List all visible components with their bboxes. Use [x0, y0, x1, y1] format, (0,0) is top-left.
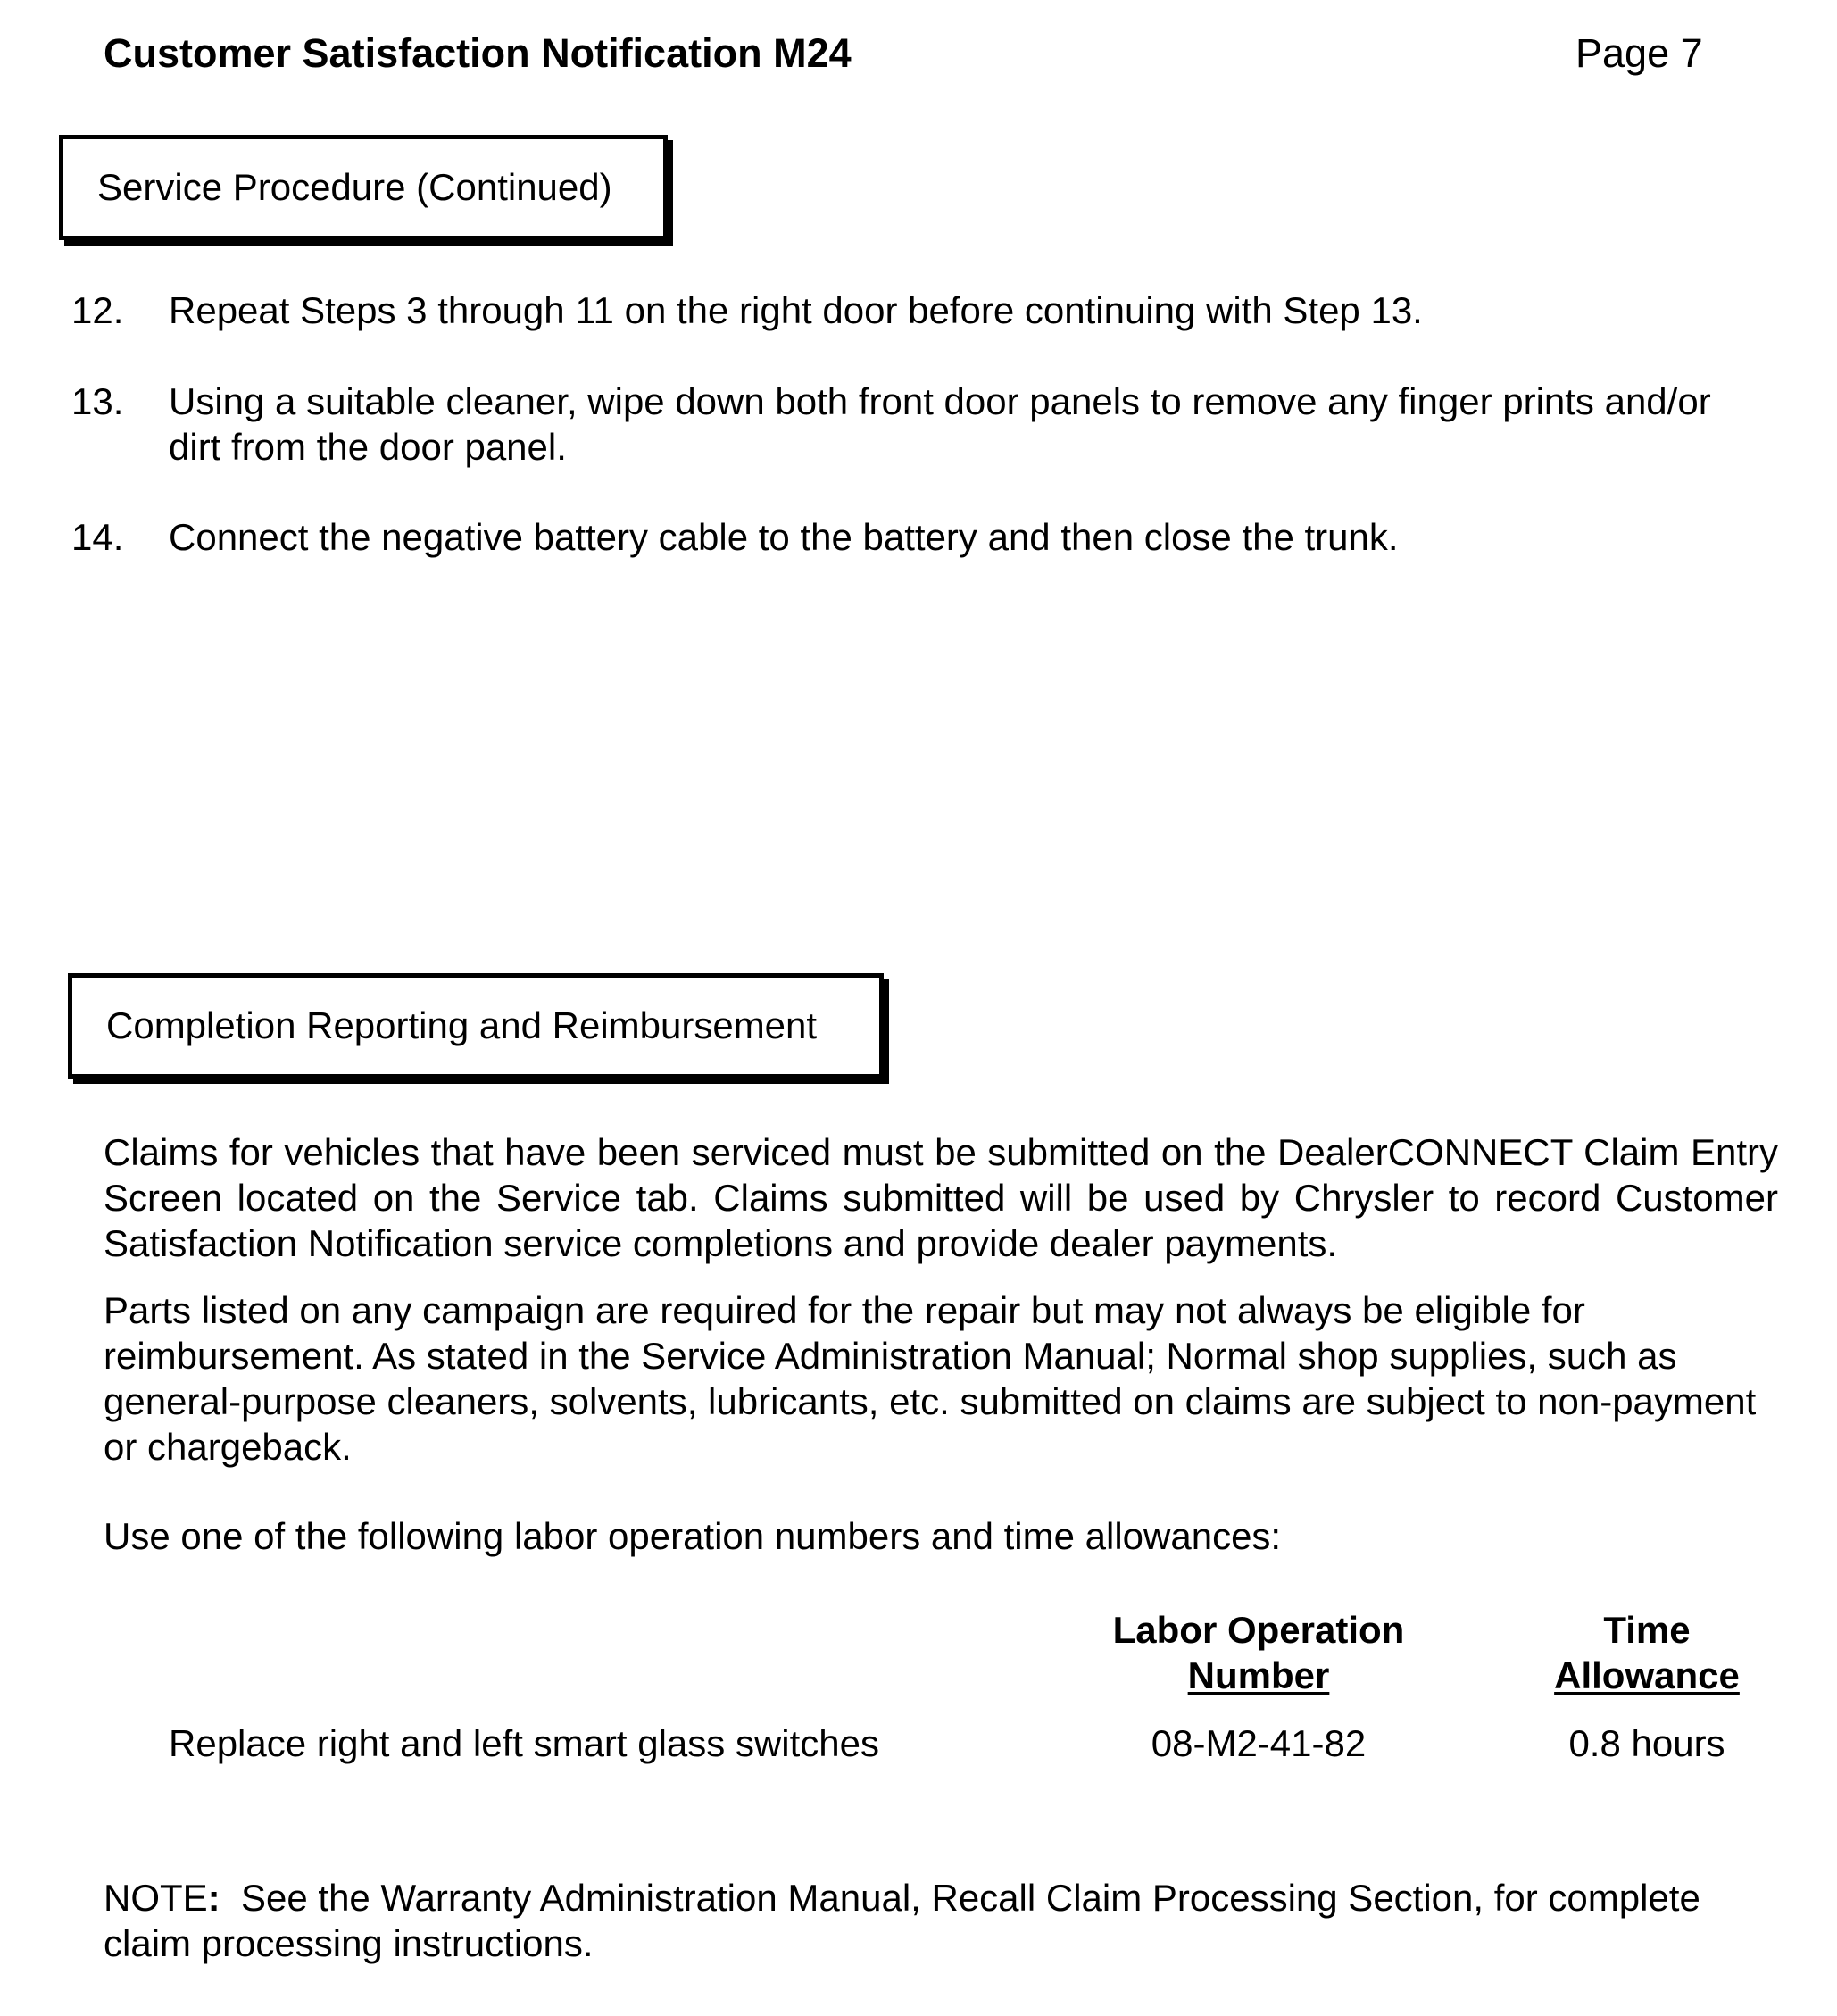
completion-heading: Completion Reporting and Reimbursement: [106, 1004, 818, 1046]
labor-header-line2: Number: [1187, 1654, 1330, 1696]
note-label: NOTE: [104, 1877, 208, 1919]
time-header-line2: Allowance: [1554, 1654, 1740, 1696]
note-paragraph: [104, 1875, 1778, 1966]
step-text: Connect the negative battery cable to the battery and then close the trunk.: [169, 516, 1399, 558]
step-number: 12.: [71, 289, 124, 331]
labor-intro-paragraph: Use one of the following labor operation numbers and time allowances:: [104, 1515, 1282, 1557]
labor-header-line1: Labor Operation: [1112, 1609, 1405, 1651]
table-cell-labor-number: 08-M2-41-82: [1151, 1722, 1367, 1764]
procedure-step: [71, 287, 1767, 333]
step-text: Repeat Steps 3 through 11 on the right door before continuing with Step 13.: [169, 289, 1423, 331]
step-number: 14.: [71, 516, 124, 558]
document-title: Customer Satisfaction Notification M24: [104, 30, 852, 76]
step-text: Using a suitable cleaner, wipe down both front door panels to remove any finger prints and/or dirt from the door panel.: [169, 380, 1711, 468]
parts-paragraph: Parts listed on any campaign are required for the repair but may not always be eligible for reimbursement. As stated in the Service Administration Manual; Normal shop supplies, such as general-purpose cleaners, solvents, lubricants, etc. submitted on claims are subject to non-payment or chargeback.: [104, 1289, 1757, 1468]
note-colon: :: [207, 1877, 220, 1919]
claims-paragraph: Claims for vehicles that have been serviced must be submitted on the DealerCONNECT Claim Entry Screen located on the Service tab. Claims submitted will be used by Chrysler to record Customer Satisfaction Notification service completions and provide dealer payments.: [104, 1131, 1778, 1264]
time-allowance-column-header: [1513, 1607, 1781, 1698]
service-procedure-heading-box: [59, 135, 668, 240]
table-cell-description: Replace right and left smart glass switches: [169, 1722, 880, 1764]
note-text: See the Warranty Administration Manual, Recall Claim Processing Section, for complete claim processing instructions.: [104, 1877, 1711, 1964]
step-number: 13.: [71, 380, 124, 422]
procedure-step: [71, 379, 1767, 470]
time-header-line1: Time: [1603, 1609, 1691, 1651]
service-procedure-heading: Service Procedure (Continued): [97, 166, 612, 208]
table-cell-time: 0.8 hours: [1568, 1722, 1725, 1764]
labor-operation-column-header: [1035, 1607, 1482, 1698]
page-number: Page 7: [1575, 30, 1703, 76]
procedure-step: [71, 514, 1767, 560]
completion-heading-box: [68, 973, 884, 1079]
